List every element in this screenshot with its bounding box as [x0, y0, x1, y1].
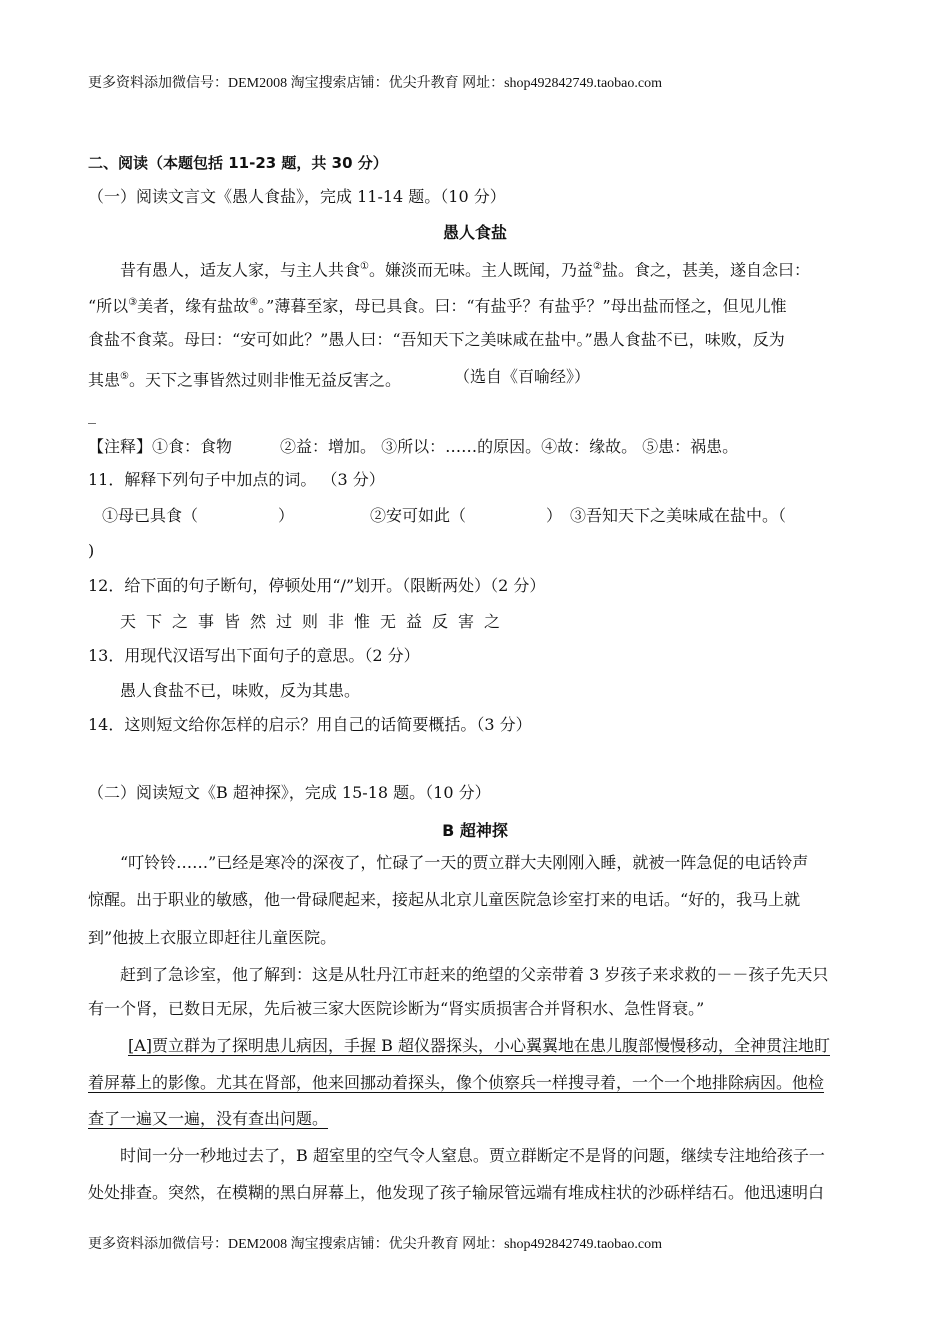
passage1-line: “所以③美者，缘有盐故④。”薄暮至家，母已具食。曰：“有盐乎？有盐乎？”母出盐而怪之，但见儿惟	[88, 296, 787, 316]
question-11-close: )	[88, 541, 95, 560]
question-12-text: 天下之事皆然过则非惟无益反害之	[120, 612, 511, 631]
question-11-item-1: ①母已具食（ ）	[102, 506, 295, 525]
separator-dash: _	[88, 405, 96, 424]
header-note: 更多资料添加微信号：DEM2008 淘宝搜索店铺：优尖升教育 网址：shop492842749.taobao.com	[88, 76, 662, 91]
question-13-text: 愚人食盐不已，味败，反为其患。	[120, 681, 361, 700]
section-title: 二、阅读（本题包括 11-23 题，共 30 分）	[88, 154, 388, 172]
part1-intro: （一）阅读文言文《愚人食盐》，完成 11-14 题。（10 分）	[88, 187, 506, 206]
passage2-line: 惊醒。出于职业的敏感，他一骨碌爬起来，接起从北京儿童医院急诊室打来的电话。“好的，我马上就	[88, 890, 801, 909]
part2-intro: （二）阅读短文《B 超神探》，完成 15-18 题。（10 分）	[88, 783, 491, 802]
question-11-item-3: ③吾知天下之美味咸在盐中。（	[570, 506, 787, 525]
question-12: 12．给下面的句子断句，停顿处用“/”划开。（限断两处）（2 分）	[88, 576, 546, 595]
passage1-line: 其患⑤。天下之事皆然过则非惟无益反害之。 （选自《百喻经》）	[88, 367, 591, 390]
question-14: 14．这则短文给你怎样的启示？用自己的话简要概括。（3 分）	[88, 715, 532, 734]
passage2-underlined-line: 查了一遍又一遍，没有查出问题。	[88, 1109, 329, 1128]
passage1-line: 昔有愚人，适友人家，与主人共食①。嫌淡而无味。主人既闻，乃益②盐。食之，甚美，遂自念曰：	[120, 260, 810, 280]
passage2-line: 到”他披上衣服立即赶往儿童医院。	[88, 928, 337, 947]
passage2-line: 时间一分一秒地过去了，B 超室里的空气令人窒息。贾立群断定不是肾的问题，继续专注地给孩子一	[120, 1146, 825, 1165]
question-11-item-2: ②安可如此（ ）	[370, 506, 563, 525]
passage2-title: B 超神探	[442, 821, 508, 840]
passage2-underlined-line: [A]贾立群为了探明患儿病因，手握 B 超仪器探头，小心翼翼地在患儿腹部慢慢移动，全神贯注地盯	[128, 1036, 830, 1055]
passage1-source: （选自《百喻经》）	[454, 367, 591, 386]
question-13: 13．用现代汉语写出下面句子的意思。（2 分）	[88, 646, 420, 665]
passage2-line: 有一个肾，已数日无尿，先后被三家大医院诊断为“肾实质损害合并肾积水、急性肾衰。”	[88, 999, 705, 1018]
passage2-line: 处处排查。突然，在模糊的黑白屏幕上，他发现了孩子输尿管远端有堆成柱状的沙砾样结石。他迅速明白	[88, 1183, 825, 1202]
passage1-title: 愚人食盐	[442, 223, 507, 242]
question-11: 11．解释下列句子中加点的词。 （3 分）	[88, 470, 385, 489]
notes: 【注释】①食：食物 ②益：增加。 ③所以：……的原因。④故：缘故。 ⑤患：祸患。	[88, 437, 739, 456]
passage2-line: 赶到了急诊室，他了解到：这是从牡丹江市赶来的绝望的父亲带着 3 岁孩子来求救的－－孩子先天只	[120, 965, 829, 984]
passage1-line: 食盐不食菜。母曰：“安可如此？”愚人曰：“吾知天下之美味咸在盐中。”愚人食盐不已，味败，反为	[88, 330, 785, 349]
footer-note: 更多资料添加微信号：DEM2008 淘宝搜索店铺：优尖升教育 网址：shop492842749.taobao.com	[88, 1237, 662, 1252]
passage2-underlined-line: 着屏幕上的影像。尤其在肾部，他来回挪动着探头，像个侦察兵一样搜寻着，一个一个地排除病因。他检	[88, 1073, 825, 1092]
passage2-line: “叮铃铃……”已经是寒冷的深夜了，忙碌了一天的贾立群大夫刚刚入睡，就被一阵急促的电话铃声	[120, 853, 809, 872]
